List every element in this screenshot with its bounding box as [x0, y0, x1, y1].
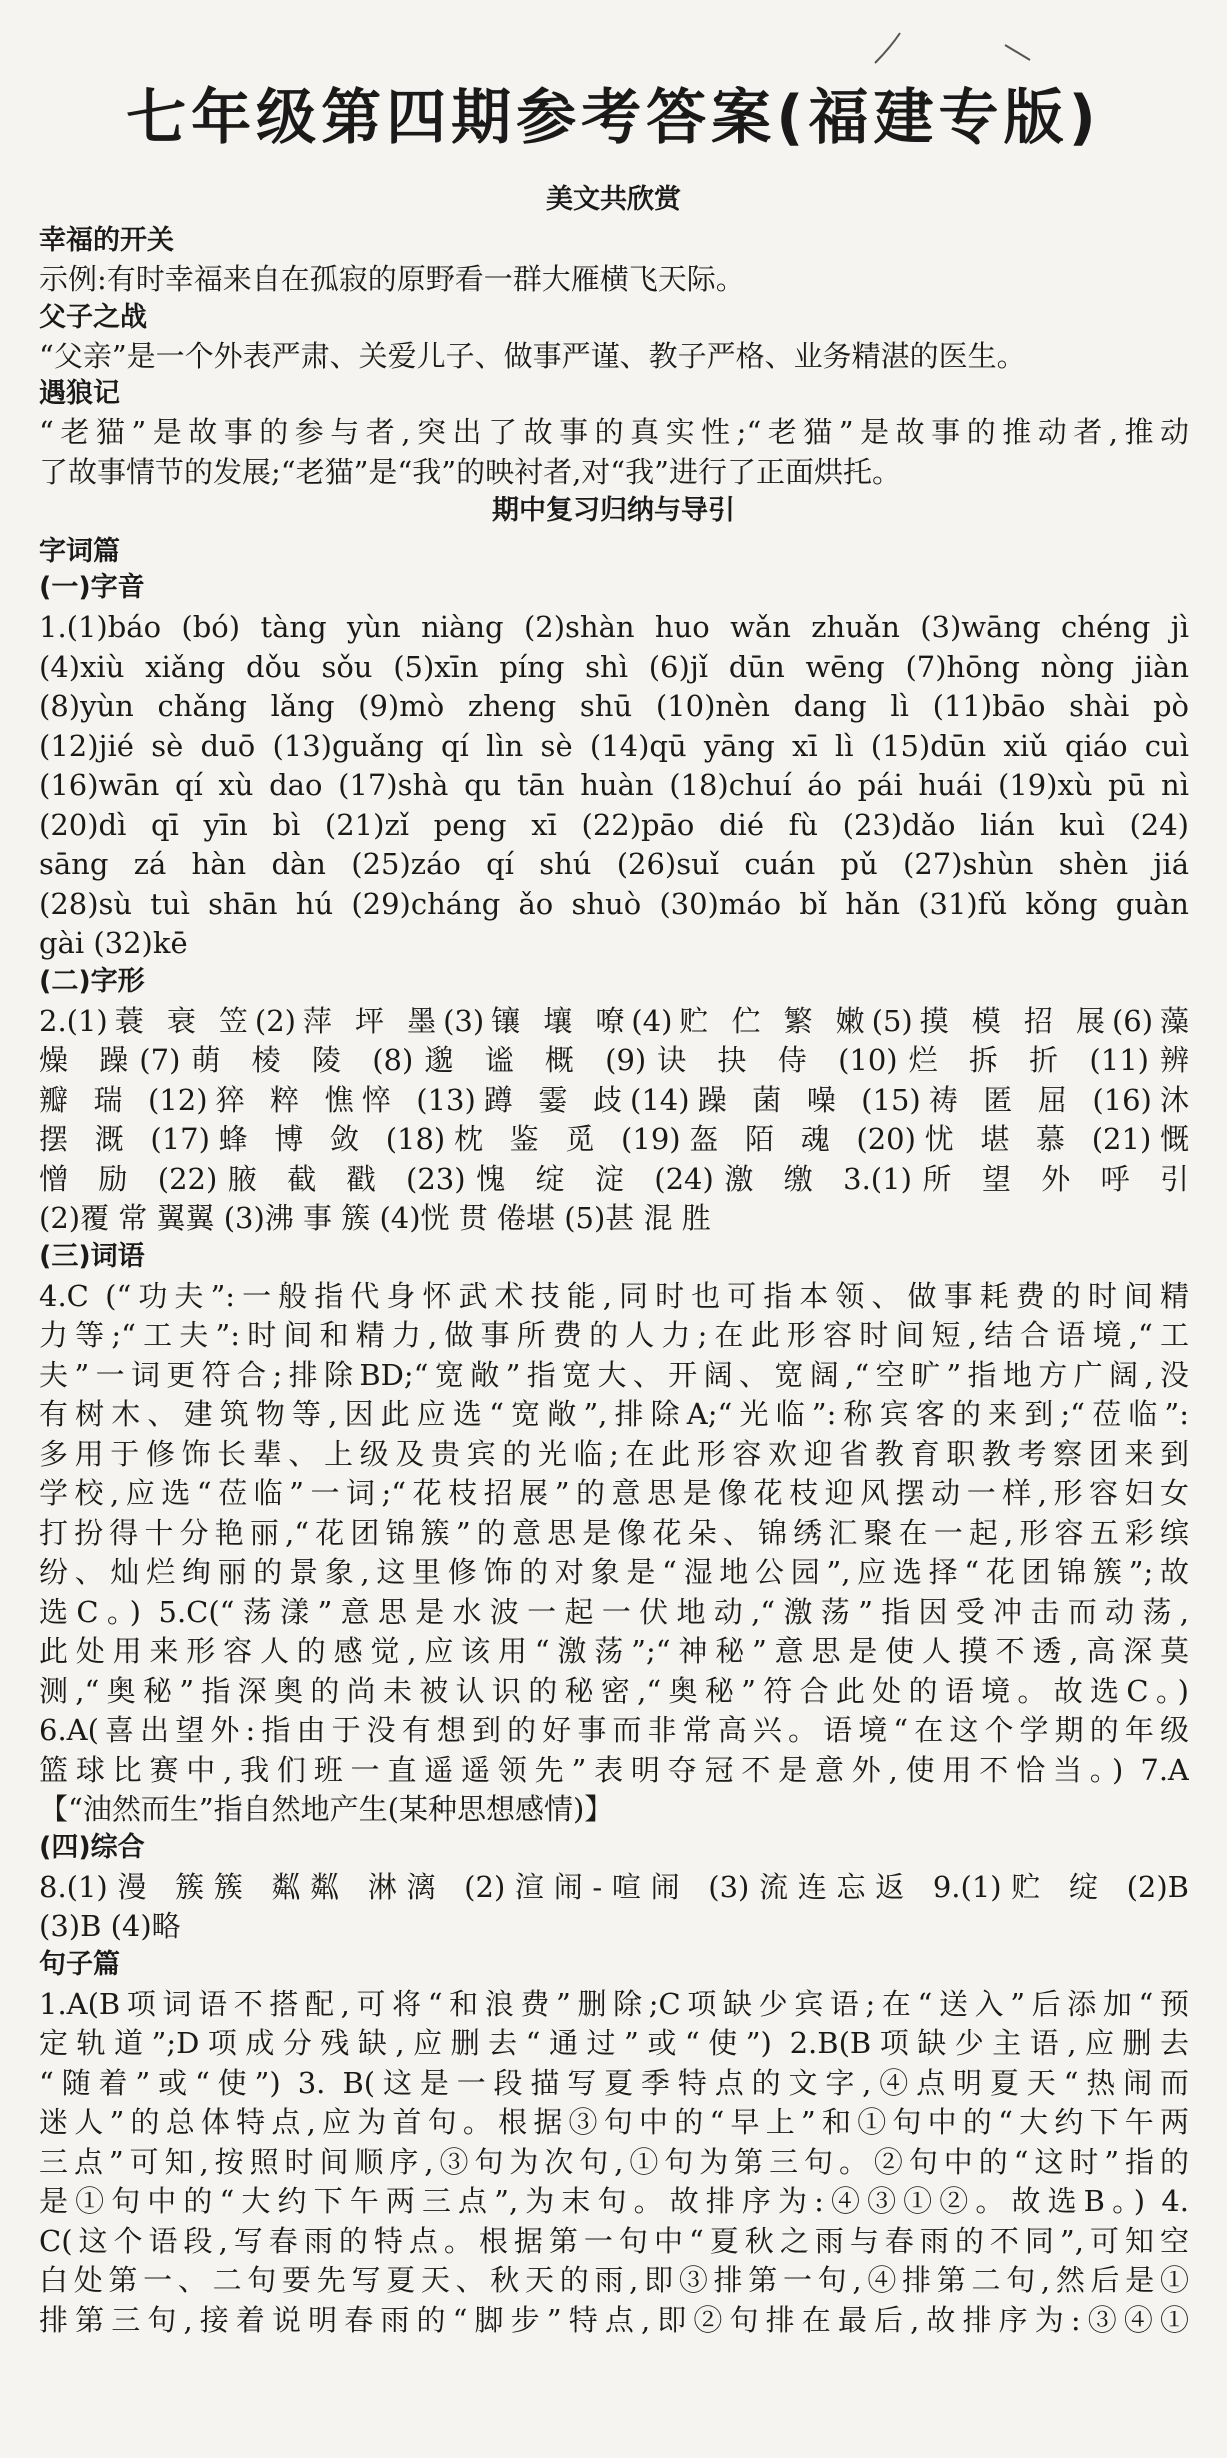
- answer-line: (28)sù tuì shān hú (29)cháng ǎo shuò (30)máo bǐ hǎn (31)fǔ kǒng guàn: [39, 886, 1189, 921]
- answer-line: 纷、灿烂绚丽的景象,这里修饰的对象是“湿地公园”,应选择“花团锦簇”;故: [39, 1555, 1189, 1589]
- answer-line: 4.C (“功夫”:一般指代身怀武术技能,同时也可指本领、做事耗费的时间精: [39, 1278, 1189, 1313]
- answer-line: 迷人”的总体特点,应为首句。根据③句中的“早上”和①句中的“大约下午两: [39, 2105, 1189, 2139]
- answer-line: “随着”或“使”) 3. B(这是一段描写夏季特点的文字,④点明夏天“热闹而: [39, 2065, 1189, 2100]
- answer-line: 排第三句,接着说明春雨的“脚步”特点,即②句排在最后,故排序为:③④①: [39, 2302, 1189, 2337]
- answer-line: 2.(1)蓑 衰 笠(2)萍 坪 墨(3)镶 壤 嘹(4)贮 伫 繁 嫩(5)摸 模 招 展(6)藻: [39, 1003, 1189, 1038]
- answer-line: 了故事情节的发展;“老猫”是“我”的映衬者,对“我”进行了正面烘托。: [39, 454, 901, 489]
- answer-line: (2)覆 常 翼翼 (3)沸 事 簇 (4)恍 贯 倦堪 (5)甚 混 胜: [39, 1201, 711, 1235]
- answer-line: 【“油然而生”指自然地产生(某种思想感情)】: [39, 1792, 614, 1826]
- sub-heading: 幸福的开关: [39, 225, 174, 256]
- answer-line: 打扮得十分艳丽,“花团锦簇”的意思是像花朵、锦绣汇聚在一起,形容五彩缤: [39, 1515, 1189, 1550]
- answer-line: (3)B (4)略: [39, 1909, 181, 1943]
- answer-line: 多用于修饰长辈、上级及贵宾的光临;在此形容欢迎省教育职教考察团来到: [39, 1436, 1189, 1471]
- pen-stroke-mark: [870, 28, 930, 68]
- sub-heading: 字词篇: [39, 536, 120, 567]
- answer-line: 夫”一词更符合;排除BD;“宽敞”指宽大、开阔、宽阔,“空旷”指地方广阔,没: [39, 1357, 1189, 1392]
- answer-line: 1.A(B项词语不搭配,可将“和浪费”删除;C项缺少宾语;在“送入”后添加“预: [39, 1986, 1189, 2021]
- answer-line: 力等;“工夫”:时间和精力,做事所费的人力;在此形容时间短,结合语境,“工: [39, 1318, 1189, 1352]
- answer-line: (16)wān qí xù dao (17)shà qu tān huàn (18)chuí áo pái huái (19)xù pū nì: [39, 768, 1189, 802]
- pen-stroke-mark: [1000, 40, 1040, 70]
- sub-heading: 父子之战: [39, 301, 147, 333]
- answer-line: (20)dì qī yīn bì (21)zǐ peng xī (22)pāo dié fù (23)dǎo lián kuì (24): [39, 807, 1189, 842]
- sub-heading: (一)字音: [39, 572, 145, 603]
- answer-line: 三点”可知,按照时间顺序,③句为次句,①句为第三句。②句中的“这时”指的: [39, 2144, 1189, 2179]
- section-heading: 美文共欣赏: [546, 184, 681, 215]
- sub-heading: 遇狼记: [39, 378, 120, 409]
- sub-heading: (四)综合: [39, 1831, 145, 1863]
- answer-line: 摆 溉 (17)蜂 博 敛 (18)枕 鉴 觅 (19)盔 陌 魂 (20)忧 堪 慕 (21)慨: [39, 1122, 1189, 1156]
- answer-line: 测,“奥秘”指深奥的尚未被认识的秘密,“奥秘”符合此处的语境。故选C。): [39, 1673, 1189, 1708]
- section-heading: 期中复习归纳与导引: [492, 495, 735, 526]
- sub-heading: (二)字形: [39, 965, 145, 997]
- answer-line: C(这个语段,写春雨的特点。根据第一句中“夏秋之雨与春雨的不同”,可知空: [39, 2223, 1189, 2258]
- answer-line: 8.(1)漫 簇簇 粼粼 淋漓 (2)渲闹-喧闹 (3)流连忘返 9.(1)贮 绽 (2)B: [39, 1869, 1189, 1904]
- answer-line: (8)yùn chǎng lǎng (9)mò zheng shū (10)nèn dang lì (11)bāo shài pò: [39, 689, 1189, 723]
- answer-line: “父亲”是一个外表严肃、关爱儿子、做事严谨、教子严格、业务精湛的医生。: [39, 338, 1026, 373]
- answer-line: 憎 励 (22)腋 截 戳 (23)愧 绽 淀 (24)激 缴 3.(1)所 望 外 呼 引: [39, 1161, 1189, 1196]
- answer-line: (4)xiù xiǎng dǒu sǒu (5)xīn píng shì (6)jǐ dūn wēng (7)hōng nòng jiàn: [39, 649, 1189, 684]
- answer-line: 学校,应选“莅临”一词;“花枝招展”的意思是像花枝迎风摆动一样,形容妇女: [39, 1476, 1189, 1510]
- answer-line: 示例:有时幸福来自在孤寂的原野看一群大雁横飞天际。: [39, 262, 745, 296]
- answer-line: 篮球比赛中,我们班一直遥遥领先”表明夺冠不是意外,使用不恰当。) 7.A: [39, 1752, 1189, 1787]
- answer-line: 是①句中的“大约下午两三点”,为末句。故排序为:④③①②。故选B。) 4.: [39, 2184, 1189, 2218]
- answer-line: 燥 躁(7)萌 棱 陵 (8)邈 谧 概 (9)诀 抉 侍 (10)烂 拆 折 (11)辨: [39, 1043, 1189, 1077]
- answer-line: 定轨道”;D项成分残缺,应删去“通过”或“使”) 2.B(B项缺少主语,应删去: [39, 2026, 1189, 2060]
- answer-line: gài (32)kē: [39, 926, 188, 960]
- answer-line: 1.(1)báo (bó) tàng yùn niàng (2)shàn huo wǎn zhuǎn (3)wāng chéng jì: [39, 610, 1189, 644]
- answer-line: 此处用来形容人的感觉,应该用“激荡”;“神秘”意思是使人摸不透,高深莫: [39, 1634, 1189, 1668]
- answer-line: “老猫”是故事的参与者,突出了故事的真实性;“老猫”是故事的推动者,推动: [39, 415, 1189, 449]
- sub-heading: 句子篇: [39, 1948, 120, 1980]
- answer-line: 瓣 瑞 (12)猝 粹 憔悴 (13)蹲 霎 歧(14)躁 菌 噪 (15)祷 匿 屈 (16)沐: [39, 1082, 1189, 1117]
- answer-line: 选C。) 5.C(“荡漾”意思是水波一起一伏地动,“激荡”指因受冲击而动荡,: [39, 1594, 1189, 1629]
- sub-heading: (三)词语: [39, 1240, 145, 1272]
- page-title: 七年级第四期参考答案(福建专版): [126, 83, 1101, 153]
- answer-line: 有树木、建筑物等,因此应选“宽敞”,排除A;“光临”:称宾客的来到;“莅临”:: [39, 1397, 1189, 1431]
- answer-line: 6.A(喜出望外:指由于没有想到的好事而非常高兴。语境“在这个学期的年级: [39, 1713, 1189, 1747]
- answer-line: 白处第一、二句要先写夏天、秋天的雨,即③排第一句,④排第二句,然后是①: [39, 2263, 1189, 2297]
- answer-line: sāng zá hàn dàn (25)záo qí shú (26)suǐ cuán pǔ (27)shùn shèn jiá: [39, 847, 1189, 881]
- answer-line: (12)jié sè duō (13)guǎng qí lìn sè (14)qū yāng xī lì (15)dūn xiǔ qiáo cuì: [39, 728, 1189, 763]
